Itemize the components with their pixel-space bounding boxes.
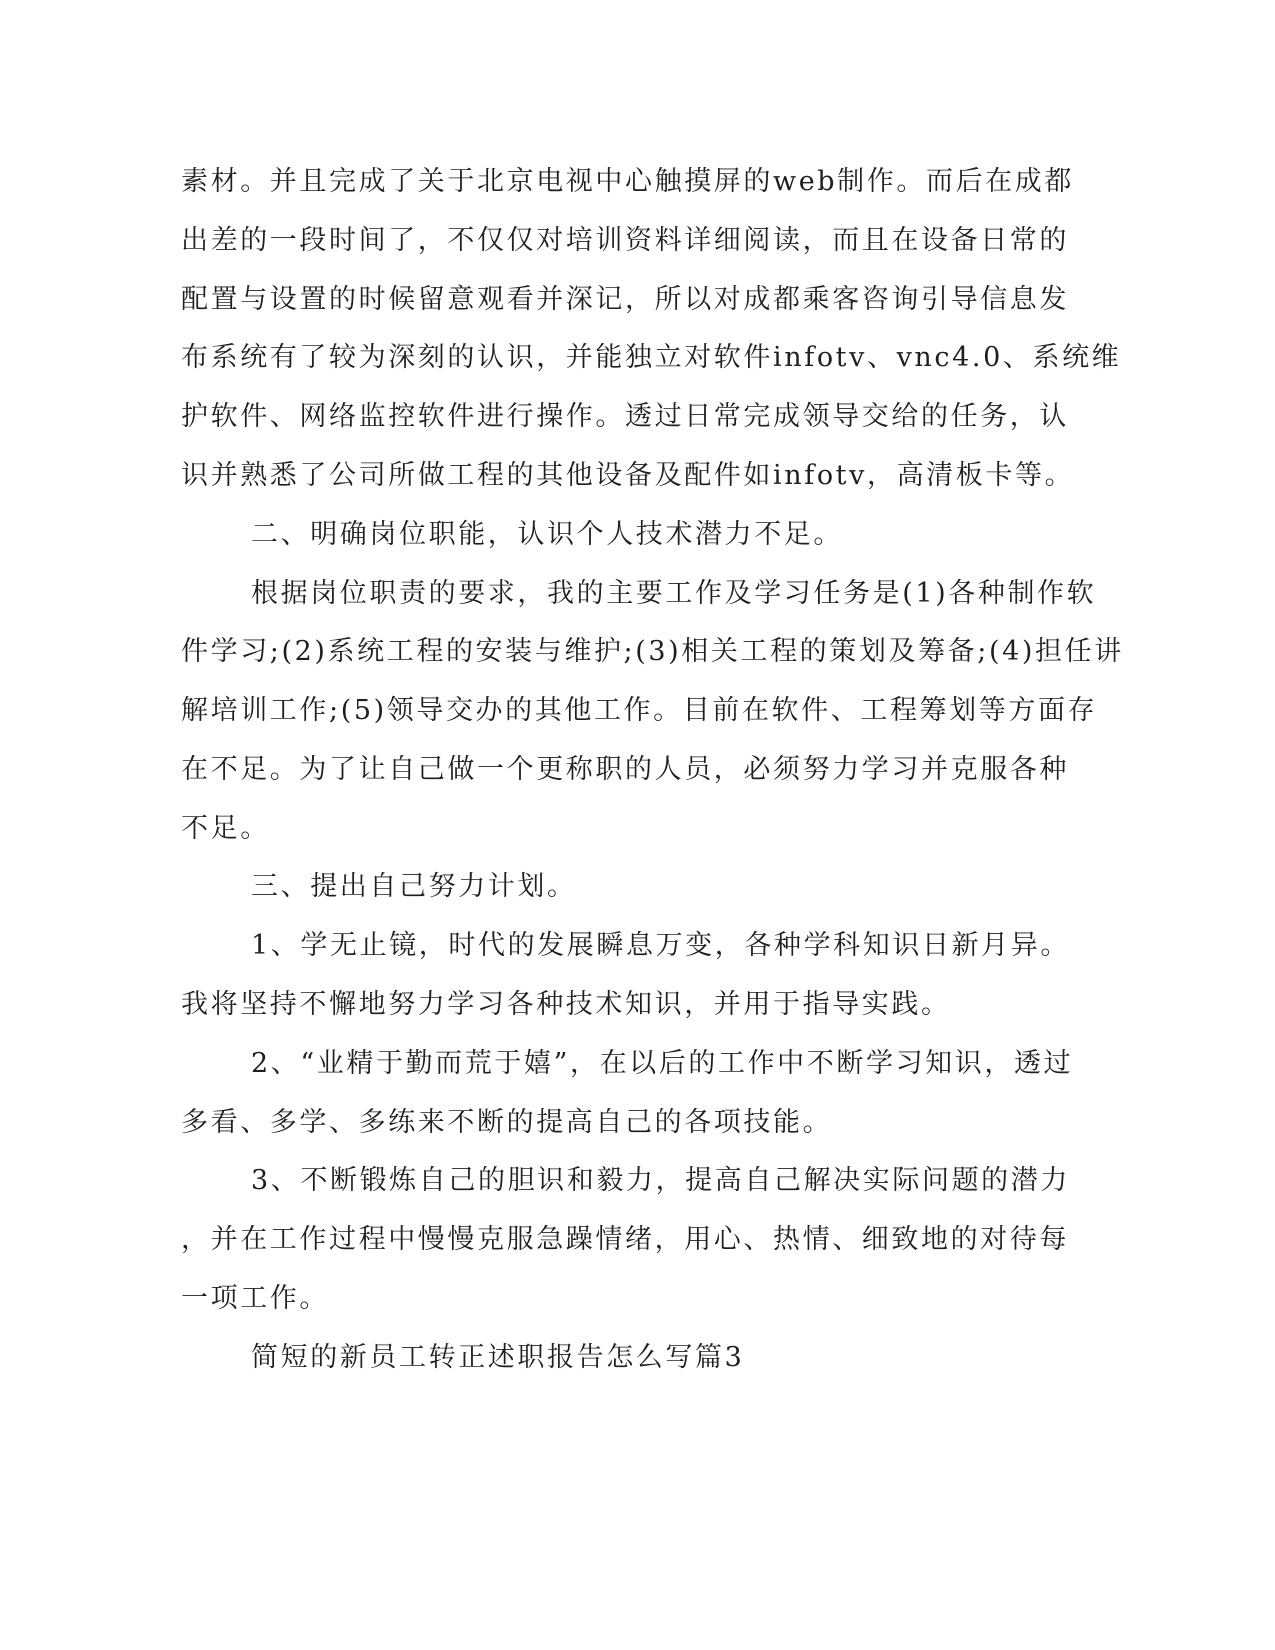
text-line: 不足。: [181, 813, 270, 844]
text-line: 一项工作。: [181, 1283, 329, 1314]
article-title: 简短的新员工转正述职报告怎么写篇3: [251, 1342, 745, 1373]
text-line: 出差的一段时间了，不仅仅对培训资料详细阅读，而且在设备日常的: [181, 225, 1069, 256]
text-line: 2、“业精于勤而荒于嬉”，在以后的工作中不断学习知识，透过: [251, 1048, 1074, 1079]
text-line: 解培训工作;(5)领导交办的其他工作。目前在软件、工程筹划等方面存: [181, 695, 1098, 726]
text-line: 1、学无止镜，时代的发展瞬息万变，各种学科知识日新月异。: [251, 930, 1070, 961]
text-line: 多看、多学、多练来不断的提高自己的各项技能。: [181, 1107, 833, 1138]
text-line: 3、不断锻炼自己的胆识和毅力，提高自己解决实际问题的潜力: [251, 1165, 1070, 1196]
section-heading: 三、提出自己努力计划。: [251, 871, 577, 902]
text-line: 护软件、网络监控软件进行操作。透过日常完成领导交给的任务，认: [181, 401, 1069, 432]
text-line: 件学习;(2)系统工程的安装与维护;(3)相关工程的策划及筹备;(4)担任讲: [181, 636, 1124, 667]
text-line: ，并在工作过程中慢慢克服急躁情绪，用心、热情、细致地的对待每: [181, 1224, 1069, 1255]
text-line: 识并熟悉了公司所做工程的其他设备及配件如infotv，高清板卡等。: [181, 460, 1075, 491]
section-heading: 二、明确岗位职能，认识个人技术潜力不足。: [251, 519, 843, 550]
text-line: 布系统有了较为深刻的认识，并能独立对软件infotv、vnc4.0、系统维: [181, 342, 1122, 373]
text-line: 配置与设置的时候留意观看并深记，所以对成都乘客咨询引导信息发: [181, 284, 1069, 315]
text-line: 根据岗位职责的要求，我的主要工作及学习任务是(1)各种制作软: [251, 578, 1097, 609]
text-line: 在不足。为了让自己做一个更称职的人员，必须努力学习并克服各种: [181, 754, 1069, 785]
text-line: 素材。并且完成了关于北京电视中心触摸屏的web制作。而后在成都: [181, 166, 1074, 197]
text-line: 我将坚持不懈地努力学习各种技术知识，并用于指导实践。: [181, 989, 951, 1020]
